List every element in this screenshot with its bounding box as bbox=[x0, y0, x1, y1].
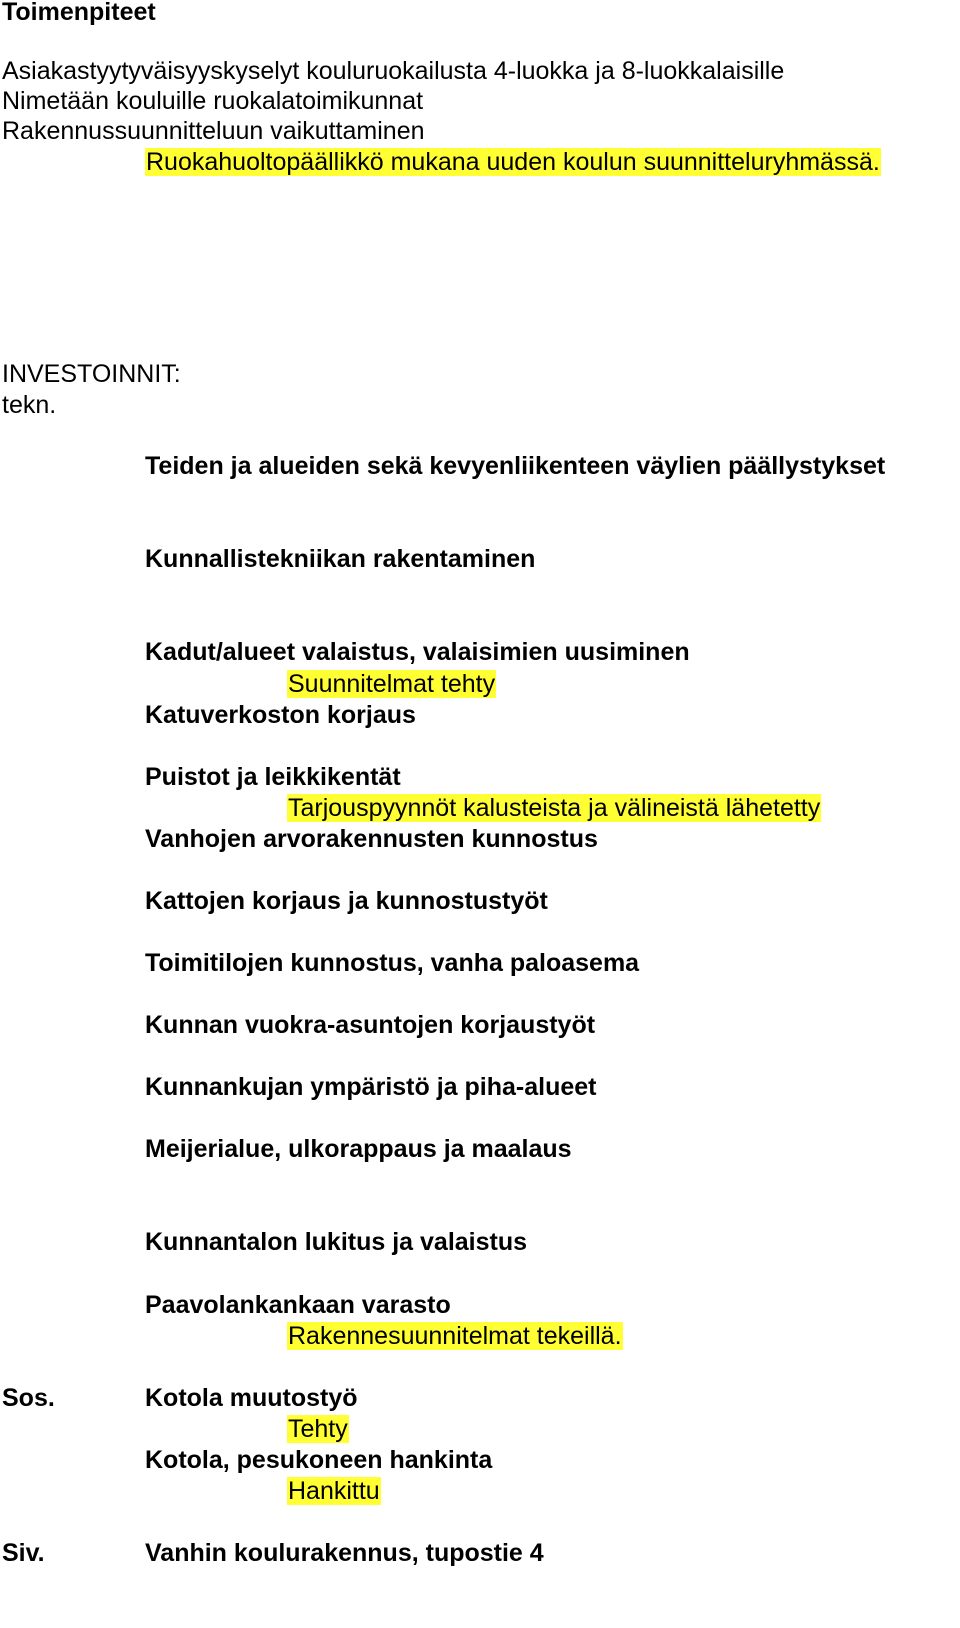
measure-note-highlight: Ruokahuoltopäällikkö mukana uuden koulun suunnitteluryhmässä. bbox=[146, 148, 880, 176]
measure-customer-survey: Asiakastyytyväisyyskyselyt kouluruokailusta 4-luokka ja 8-luokkalaisille bbox=[2, 57, 785, 85]
item-kotola-washer: Kotola, pesukoneen hankinta bbox=[145, 1446, 493, 1474]
item-street-network: Katuverkoston korjaus bbox=[145, 701, 416, 729]
note-kotola-change bbox=[287, 1414, 349, 1444]
item-roads: Teiden ja alueiden sekä kevyenliikenteen väylien päällystykset bbox=[145, 452, 886, 480]
item-premises: Toimitilojen kunnostus, vanha paloasema bbox=[145, 949, 640, 977]
item-street-lighting: Kadut/alueet valaistus, valaisimien uusiminen bbox=[145, 638, 690, 666]
note-parks-highlight: Tarjouspyynnöt kalusteista ja välineistä lähetetty bbox=[288, 794, 821, 822]
item-kotola-change: Kotola muutostyö bbox=[145, 1384, 358, 1412]
item-town-hall: Kunnantalon lukitus ja valaistus bbox=[145, 1228, 528, 1256]
item-municipal-engineering: Kunnallistekniikan rakentaminen bbox=[145, 545, 536, 573]
note-warehouse-highlight: Rakennesuunnitelmat tekeillä. bbox=[288, 1322, 622, 1350]
item-warehouse: Paavolankankaan varasto bbox=[145, 1291, 451, 1319]
item-parks: Puistot ja leikkikentät bbox=[145, 763, 401, 791]
note-kotola-washer-highlight: Hankittu bbox=[288, 1477, 380, 1505]
item-old-school: Vanhin koulurakennus, tupostie 4 bbox=[145, 1539, 544, 1567]
note-kotola-washer bbox=[287, 1476, 381, 1506]
page-heading: Toimenpiteet bbox=[2, 0, 156, 26]
section-label-tekn: tekn. bbox=[2, 391, 57, 419]
section-label-sos: Sos. bbox=[2, 1384, 55, 1412]
item-roofs: Kattojen korjaus ja kunnostustyöt bbox=[145, 887, 548, 915]
note-street-lighting bbox=[287, 669, 496, 699]
note-street-lighting-highlight: Suunnitelmat tehty bbox=[288, 670, 496, 698]
note-kotola-change-highlight: Tehty bbox=[288, 1415, 348, 1443]
item-rental-apartments: Kunnan vuokra-asuntojen korjaustyöt bbox=[145, 1011, 596, 1039]
measure-canteen-committees: Nimetään kouluille ruokalatoimikunnat bbox=[2, 87, 424, 115]
measure-note bbox=[145, 147, 881, 177]
item-kunnankuja: Kunnankujan ympäristö ja piha-alueet bbox=[145, 1073, 597, 1101]
item-old-buildings: Vanhojen arvorakennusten kunnostus bbox=[145, 825, 598, 853]
note-warehouse bbox=[287, 1321, 623, 1351]
section-label-siv: Siv. bbox=[2, 1539, 45, 1567]
investments-title: INVESTOINNIT: bbox=[2, 360, 181, 388]
note-parks bbox=[287, 793, 821, 823]
item-dairy-area: Meijerialue, ulkorappaus ja maalaus bbox=[145, 1135, 572, 1163]
measure-building-planning: Rakennussuunnitteluun vaikuttaminen bbox=[2, 117, 425, 145]
